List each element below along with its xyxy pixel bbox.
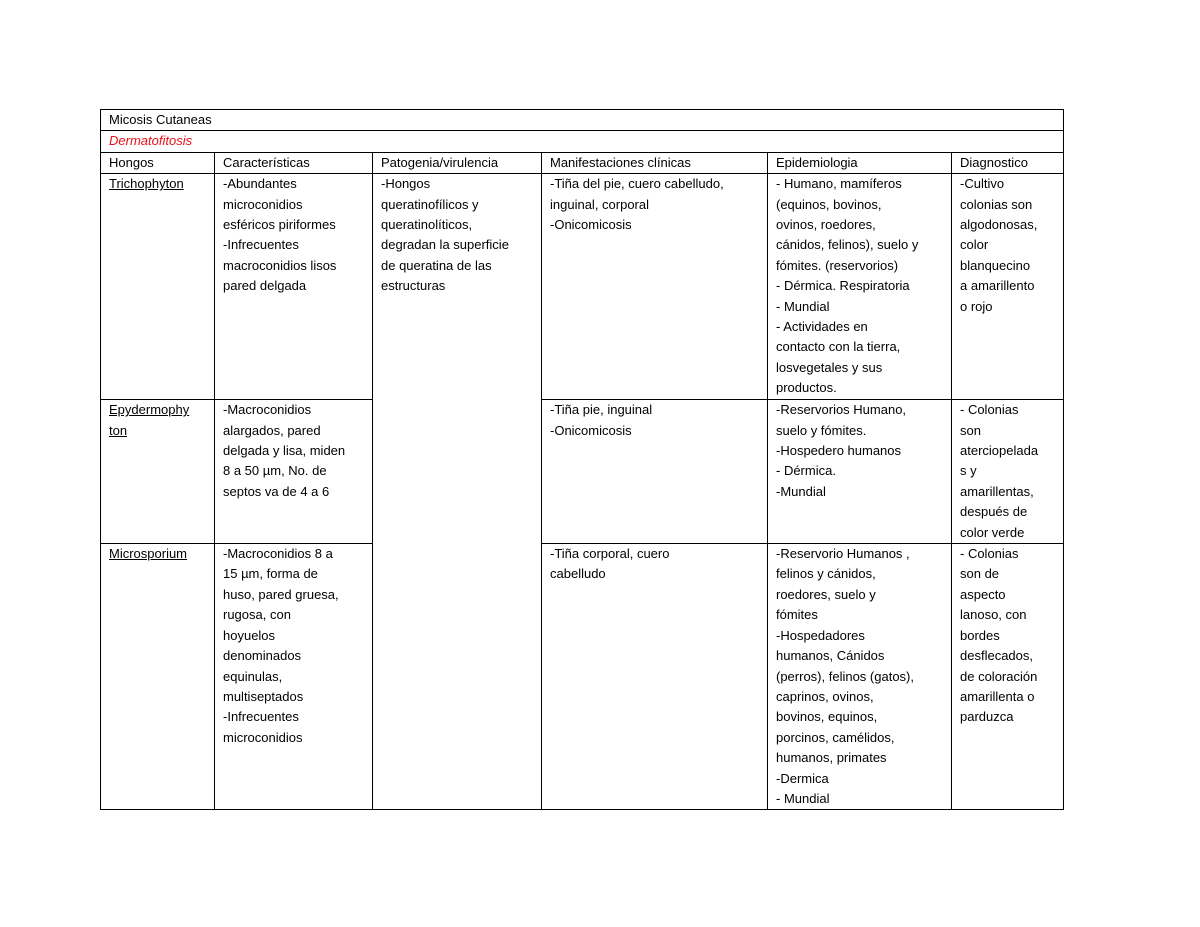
cell-text-line: cánidos, felinos), suelo y: [776, 237, 919, 253]
cell-text-line: -Reservorio Humanos ,: [776, 546, 910, 562]
cell-text-line: desflecados,: [960, 648, 1033, 664]
table-row: [101, 544, 1064, 810]
cell-text-line: (perros), felinos (gatos),: [776, 668, 914, 684]
cell-text-line: de coloración: [960, 668, 1038, 684]
cell-text-line: esféricos piriformes: [223, 217, 336, 233]
cell-diagnostico: [952, 174, 1064, 400]
table-row: [101, 174, 1064, 400]
cell-text-line: Microsporium: [109, 546, 188, 562]
cell-text-line: porcinos, camélidos,: [776, 729, 895, 745]
cell-text-line: ovinos, roedores,: [776, 217, 876, 233]
cell-text-line: -Infrecuentes: [223, 237, 299, 253]
cell-epidemiologia: [768, 174, 952, 400]
cell-text-line: -Tiña corporal, cuero: [550, 546, 670, 562]
cell-text-line: -Tiña del pie, cuero cabelludo,: [550, 176, 724, 192]
cell-text-line: -Hospedadores: [776, 627, 865, 643]
header-patogenia: Patogenia/virulencia: [373, 152, 542, 173]
cell-text-line: -Tiña pie, inguinal: [550, 402, 653, 418]
cell-text-line: microconidios: [223, 196, 303, 212]
cell-text-line: 15 µm, forma de: [223, 566, 318, 582]
cell-text-line: - Colonias: [960, 402, 1019, 418]
cell-text-line: Trichophyton: [109, 176, 184, 192]
cell-text-line: después de: [960, 504, 1028, 520]
cell-text-line: septos va de 4 a 6: [223, 483, 330, 499]
table-title: Micosis Cutaneas: [101, 110, 1064, 131]
cell-text-line: -Mundial: [776, 483, 826, 499]
cell-text-line: queratinofílicos y: [381, 196, 479, 212]
header-manifestaciones: Manifestaciones clínicas: [542, 152, 768, 173]
cell-text-line: inguinal, corporal: [550, 196, 650, 212]
cell-patogenia: [373, 174, 542, 810]
cell-text-line: macroconidios lisos: [223, 257, 337, 273]
cell-text-line: son: [960, 422, 981, 438]
cell-epidemiologia: [768, 400, 952, 544]
cell-hongo: [101, 544, 215, 810]
cell-text-line: bovinos, equinos,: [776, 709, 878, 725]
cell-text-line: estructuras: [381, 278, 446, 294]
cell-text-line: -Onicomicosis: [550, 422, 632, 438]
cell-manifestaciones: [542, 544, 768, 810]
cell-text-line: - Dérmica. Respiratoria: [776, 278, 910, 294]
cell-text-line: multiseptados: [223, 688, 304, 704]
cell-manifestaciones: [542, 400, 768, 544]
cell-text-line: amarillentas,: [960, 483, 1034, 499]
cell-text-line: rugosa, con: [223, 607, 291, 623]
cell-epidemiologia: [768, 544, 952, 810]
cell-text-line: blanquecino: [960, 257, 1031, 273]
cell-hongo: [101, 400, 215, 544]
cell-text-line: - Mundial: [776, 298, 830, 314]
cell-text-line: colonias son: [960, 196, 1033, 212]
cell-text-line: degradan la superficie: [381, 237, 509, 253]
cell-text-line: s y: [960, 463, 977, 479]
cell-text-line: a amarillento: [960, 278, 1035, 294]
cell-text-line: amarillenta o: [960, 688, 1035, 704]
cell-text-line: microconidios: [223, 729, 303, 745]
cell-caracteristicas: [215, 174, 373, 400]
cell-text-line: huso, pared gruesa,: [223, 586, 339, 602]
cell-text-line: aspecto: [960, 586, 1006, 602]
header-caracteristicas: Características: [215, 152, 373, 173]
cell-text-line: -Dermica: [776, 770, 829, 786]
cell-text-line: algodonosas,: [960, 217, 1038, 233]
cell-manifestaciones: [542, 174, 768, 400]
micosis-table: [100, 109, 1064, 810]
cell-text-line: o rojo: [960, 298, 993, 314]
cell-text-line: 8 a 50 µm, No. de: [223, 463, 327, 479]
cell-text-line: -Hospedero humanos: [776, 443, 902, 459]
cell-text-line: - Humano, mamíferos: [776, 176, 902, 192]
cell-text-line: lanoso, con: [960, 607, 1027, 623]
cell-text-line: pared delgada: [223, 278, 307, 294]
cell-text-line: -Cultivo: [960, 176, 1005, 192]
cell-text-line: - Mundial: [776, 790, 830, 806]
cell-diagnostico: [952, 400, 1064, 544]
cell-text-line: humanos, primates: [776, 750, 887, 766]
cell-text-line: Epydermophy: [109, 402, 190, 418]
cell-text-line: alargados, pared: [223, 422, 321, 438]
cell-text-line: aterciopelada: [960, 443, 1039, 459]
cell-text-line: cabelludo: [550, 566, 606, 582]
cell-text-line: equinulas,: [223, 668, 283, 684]
cell-text-line: son de: [960, 566, 1000, 582]
cell-text-line: roedores, suelo y: [776, 586, 876, 602]
cell-text-line: fómites. (reservorios): [776, 257, 899, 273]
header-epidemiologia: Epidemiologia: [768, 152, 952, 173]
cell-text-line: delgada y lisa, miden: [223, 443, 346, 459]
cell-caracteristicas: [215, 544, 373, 810]
cell-text-line: bordes: [960, 627, 1000, 643]
cell-text-line: - Dérmica.: [776, 463, 836, 479]
cell-text-line: -Infrecuentes: [223, 709, 299, 725]
cell-hongo: [101, 174, 215, 400]
cell-text-line: (equinos, bovinos,: [776, 196, 882, 212]
cell-text-line: productos.: [776, 380, 837, 396]
cell-text-line: caprinos, ovinos,: [776, 688, 874, 704]
cell-text-line: queratinolíticos,: [381, 217, 473, 233]
cell-text-line: -Abundantes: [223, 176, 297, 192]
cell-text-line: contacto con la tierra,: [776, 339, 901, 355]
cell-text-line: suelo y fómites.: [776, 422, 867, 438]
cell-text-line: felinos y cánidos,: [776, 566, 876, 582]
cell-text-line: -Onicomicosis: [550, 217, 632, 233]
table-subtitle: Dermatofitosis: [101, 131, 1064, 152]
cell-text-line: -Reservorios Humano,: [776, 402, 907, 418]
header-diagnostico: Diagnostico: [952, 152, 1064, 173]
cell-text-line: - Colonias: [960, 546, 1019, 562]
cell-text-line: - Actividades en: [776, 319, 868, 335]
cell-text-line: color: [960, 237, 989, 253]
cell-text-line: color verde: [960, 524, 1025, 540]
cell-text-line: de queratina de las: [381, 257, 492, 273]
cell-caracteristicas: [215, 400, 373, 544]
cell-text-line: -Macroconidios: [223, 402, 312, 418]
cell-diagnostico: [952, 544, 1064, 810]
cell-text-line: ton: [109, 422, 128, 438]
header-hongos: Hongos: [101, 152, 215, 173]
cell-text-line: -Macroconidios 8 a: [223, 546, 333, 562]
cell-text-line: denominados: [223, 648, 302, 664]
cell-text-line: hoyuelos: [223, 627, 276, 643]
cell-text-line: parduzca: [960, 709, 1014, 725]
table-row: [101, 400, 1064, 544]
cell-text-line: fómites: [776, 607, 818, 623]
cell-text-line: losvegetales y sus: [776, 359, 883, 375]
cell-text-line: -Hongos: [381, 176, 431, 192]
cell-text-line: humanos, Cánidos: [776, 648, 885, 664]
